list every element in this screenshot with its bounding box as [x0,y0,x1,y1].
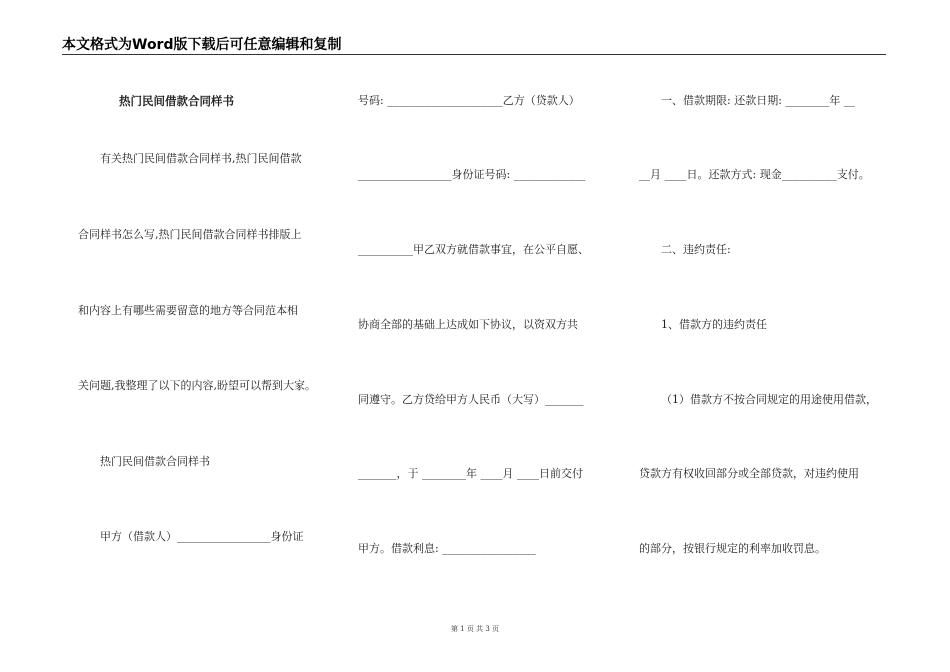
text-line: 同遵守。乙方贷给甲方人民币（大写）_______ [358,393,584,406]
document-title: 热门民间借款合同样书 [119,94,234,108]
text-line: 号码: _____________________乙方（贷款人） [358,94,580,107]
page-footer: 第 1 页 共 3 页 [450,625,500,633]
text-line: 协商全部的基础上达成如下协议，以资双方共 [358,318,578,331]
page-header [62,34,886,55]
text-line: 甲方。借款利息: _________________ [358,542,536,555]
text-line: （1）借款方不按合同规定的用途使用借款， [661,393,877,406]
text-line: _________________身份证号码: _____________ [358,168,586,181]
section-heading: 热门民间借款合同样书 [100,455,210,468]
text-line: 有关热门民间借款合同样书,热门民间借款 [100,152,302,165]
text-line: 一、借款期限: 还款日期: ________年 __ [661,94,855,107]
party-a-line: 甲方（借款人）_________________身份证 [100,530,304,543]
clause-heading: 二、违约责任: [661,243,731,256]
text-line: __________甲乙双方就借款事宜，在公平自愿、 [358,243,589,256]
text-line: 合同样书怎么写,热门民间借款合同样书排版上 [78,228,302,241]
text-line: 关问题,我整理了以下的内容,盼望可以帮到大家。 [78,379,316,392]
clause-subheading: 1、借款方的违约责任 [661,318,767,331]
text-line: _______，于 ________年 ____月 ____日前交付 [358,467,583,480]
header-title: 本文格式为Word版下载后可任意编辑和复制 [62,37,342,53]
text-line: 的部分，按银行规定的利率加收罚息。 [639,542,826,555]
text-line: 和内容上有哪些需要留意的地方等合同范本相 [78,304,298,317]
text-line: 贷款方有权收回部分或全部贷款，对违约使用 [639,467,859,480]
text-line: __月 ____日。还款方式: 现金__________支付。 [639,168,870,181]
